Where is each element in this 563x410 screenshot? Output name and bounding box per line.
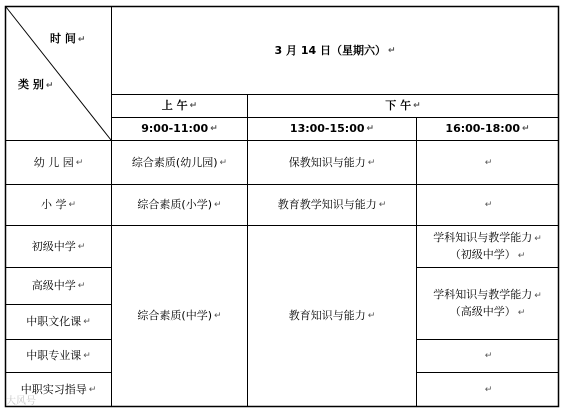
category-vocational-internship: 中职实习指导 ↵	[20, 382, 97, 396]
date-header: 3 月 14 日（星期六） ↵	[274, 43, 396, 57]
morning-header: 上 午 ↵	[161, 99, 198, 112]
category-junior-high: 初级中学 ↵	[31, 239, 86, 253]
exam-primary-comprehensive: 综合素质(小学) ↵	[137, 198, 222, 211]
category-kindergarten: 幼 儿 园 ↵	[33, 155, 84, 169]
exam-middle-comprehensive: 综合素质(中学) ↵	[137, 309, 222, 322]
exam-kindergarten-comprehensive: 综合素质(幼儿园) ↵	[131, 155, 228, 169]
exam-senior-subject: 学科知识与教学能力 ↵ （高级中学） ↵	[433, 287, 542, 318]
time-slot-2: 13:00-15:00 ↵	[289, 122, 375, 135]
afternoon-header: 下 午 ↵	[385, 99, 421, 112]
time-slot-3: 16:00-18:00 ↵	[445, 122, 530, 135]
watermark: 大风号	[6, 396, 36, 407]
empty-cell: ↵	[484, 200, 493, 210]
empty-cell: ↵	[484, 384, 493, 395]
empty-cell: ↵	[484, 351, 493, 361]
exam-kindergarten-care-knowledge: 保教知识与能力 ↵	[288, 155, 376, 169]
exam-junior-subject: 学科知识与教学能力 ↵ （初级中学） ↵	[433, 230, 542, 261]
time-slot-1: 9:00-11:00 ↵	[141, 122, 218, 135]
exam-primary-teaching-knowledge: 教育教学知识与能力 ↵	[277, 198, 387, 211]
corner-label-time: 时 间 ↵	[50, 32, 86, 45]
exam-middle-education-knowledge: 教育知识与能力 ↵	[288, 309, 376, 322]
category-primary: 小 学 ↵	[40, 198, 77, 211]
corner-label-category: 类 别 ↵	[18, 78, 54, 91]
category-senior-high: 高级中学 ↵	[31, 279, 86, 292]
category-vocational-culture: 中职文化课 ↵	[26, 315, 91, 328]
category-vocational-specialty: 中职专业课 ↵	[26, 349, 91, 362]
empty-cell: ↵	[484, 157, 493, 168]
